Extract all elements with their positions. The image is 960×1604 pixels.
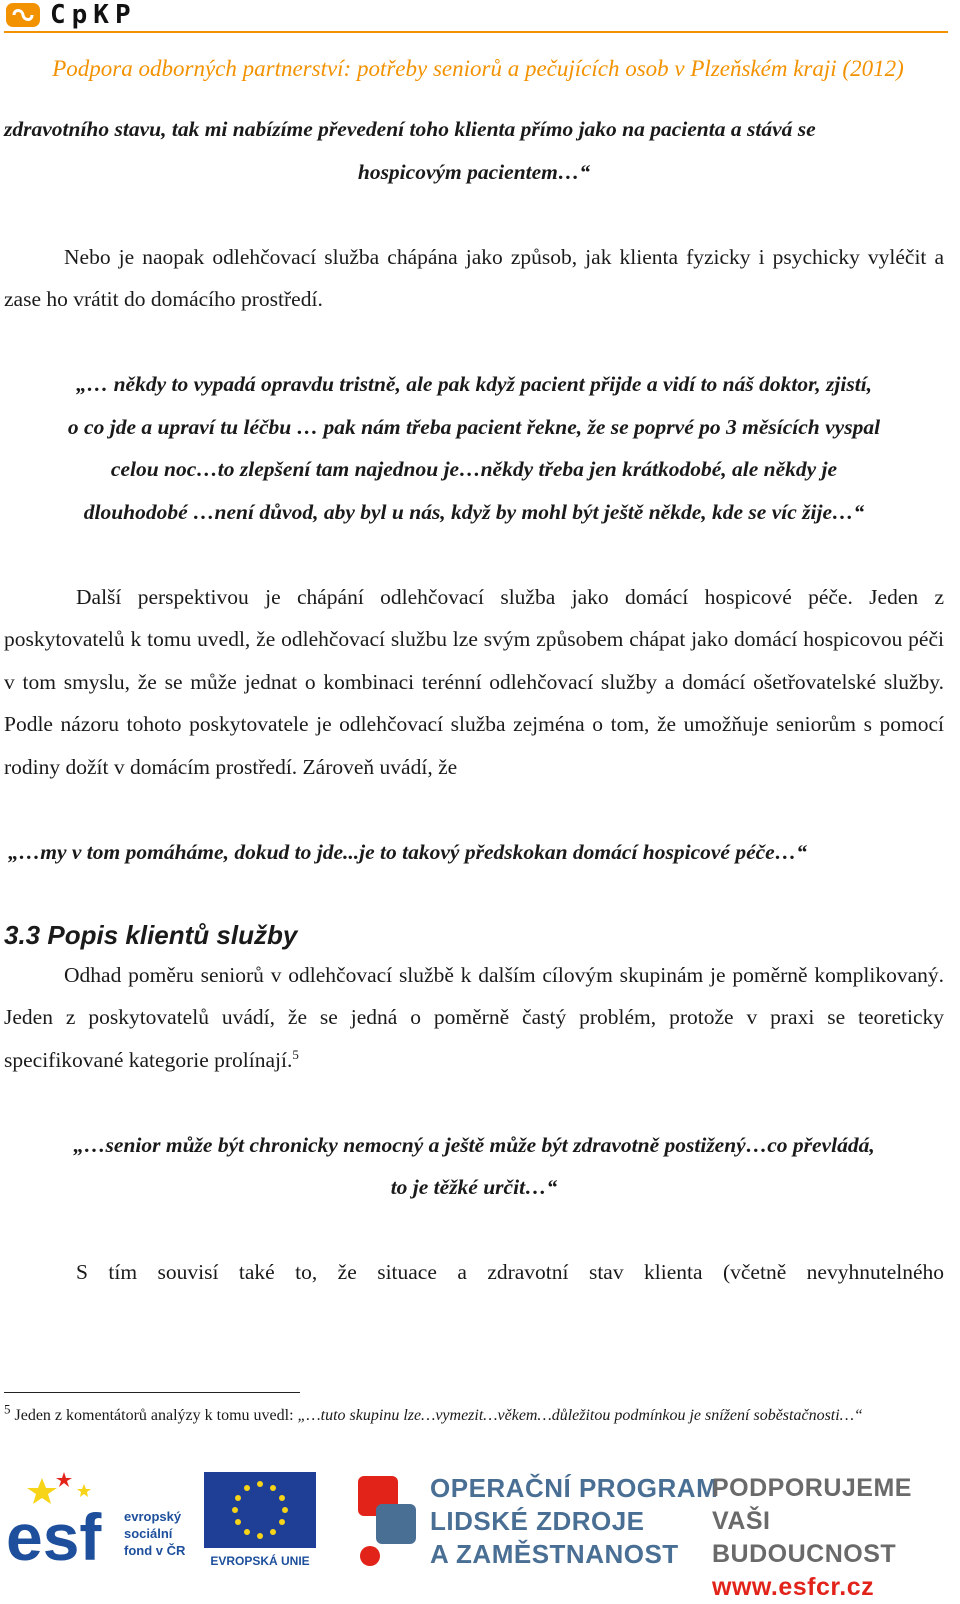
document-title: Podpora odborných partnerství: potřeby seniorů a pečujících osob v Plzeňském kraji (2012) xyxy=(52,56,904,81)
footnote-divider xyxy=(4,1392,300,1393)
page-content xyxy=(4,108,944,1294)
eu-label: EVROPSKÁ UNIE xyxy=(210,1554,310,1568)
esf-line-2: sociální xyxy=(124,1526,173,1541)
esf-logo xyxy=(4,1468,194,1572)
header-divider xyxy=(4,31,948,33)
eu-flag-icon xyxy=(200,1468,320,1552)
esf-line-3: fond v ČR xyxy=(124,1543,186,1558)
esf-line-1: evropský xyxy=(124,1509,182,1524)
eu-logo xyxy=(200,1468,320,1572)
quote-4-line-1: „…senior může být chronicky nemocný a ještě může být zdravotně postižený…co převládá, xyxy=(73,1132,875,1157)
support-url-link[interactable]: www.esfcr.cz xyxy=(712,1573,875,1601)
footnote-number: 5 xyxy=(4,1401,11,1417)
op-logo-icon xyxy=(352,1468,422,1572)
section-heading: 3.3 Popis klientů služby xyxy=(4,919,298,950)
paragraph-1: Nebo je naopak odlehčovací služba chápána jako způsob, jak klienta fyzicky i psychicky vyléčit a zase ho vrátit do domácího prostředí. xyxy=(4,244,944,311)
support-line-1: PODPORUJEME xyxy=(712,1474,912,1502)
quote-2-line-3: celou noc…to zlepšení tam najednou je…někdy třeba jen krátkodobé, ale někdy je xyxy=(110,457,838,481)
cpkp-logo-icon xyxy=(6,3,40,27)
page-header xyxy=(0,0,960,40)
footnote xyxy=(4,1401,944,1428)
quote-1-line-1: zdravotního stavu, tak mi nabízíme převedení toho klienta přímo jako na pacienta a stává se xyxy=(4,117,816,141)
logo-text: CpKP xyxy=(50,0,137,30)
op-line-3: A ZAMĚSTNANOST xyxy=(430,1539,679,1569)
support-text xyxy=(712,1472,960,1604)
quote-2 xyxy=(4,363,944,533)
quote-3: „…my v tom pomáháme, dokud to jde...je to takový předskokan domácí hospicové péče…“ xyxy=(8,839,807,864)
paragraph-4: S tím souvisí také to, že situace a zdravotní stav klienta (včetně nevyhnutelného xyxy=(76,1260,944,1284)
footnote-quote: „…tuto skupinu lze…vymezit…věkem…důležitou podmínkou je snížení soběstačnosti…“ xyxy=(297,1407,863,1424)
footer-logos xyxy=(0,1462,960,1601)
op-line-1: OPERAČNÍ PROGRAM xyxy=(430,1473,719,1503)
op-line-2: LIDSKÉ ZDROJE xyxy=(430,1506,645,1536)
support-line-2: VAŠI BUDOUCNOST xyxy=(712,1507,897,1568)
footnote-lead: Jeden z komentátorů analýzy k tomu uvedl: xyxy=(14,1407,298,1424)
svg-text:esf: esf xyxy=(6,1500,102,1572)
cpkp-logo xyxy=(6,2,137,28)
quote-2-line-4: dlouhodobé …není důvod, aby byl u nás, když by mohl být ještě někde, kde se víc žije…“ xyxy=(83,499,865,524)
footnote-ref[interactable]: 5 xyxy=(292,1046,299,1062)
quote-2-line-2: o co jde a upraví tu léčbu … pak nám třeba pacient řekne, že se poprvé po 3 měsících vyspal xyxy=(67,414,881,439)
paragraph-2: Další perspektivou je chápání odlehčovací služba jako domácí hospicové péče. Jeden z poskytovatelů k tomu uvedl, že odlehčovací službu lze svým způsobem chápat jako domácí hospicovou péči v tom smyslu, že se může jednat o kombinaci terénní odlehčovací služby a domácí ošetřovatelské služby. Podle názoru tohoto poskytovatele je odlehčovací služba zejména o tom, že umožňuje seniorům s pomocí rodiny dožít v domácím prostředí. Zároveň uvádí, že xyxy=(4,584,944,779)
quote-1-line-2: hospicovým pacientem…“ xyxy=(357,159,591,184)
paragraph-3-text: Odhad poměru seniorů v odlehčovací službě k dalším cílovým skupinám je poměrně komplikovaný. Jeden z poskytovatelů uvádí, že se jedná o poměrně častý problém, protože v praxi se teoreticky specifikované kategorie prolínají. xyxy=(4,962,944,1072)
paragraph-3 xyxy=(4,954,944,1082)
op-program-text xyxy=(430,1472,718,1571)
quote-4 xyxy=(4,1124,944,1209)
quote-2-line-1: „… někdy to vypadá opravdu tristně, ale pak když pacient přijde a vidí to náš doktor, zjistí, xyxy=(75,372,873,396)
quote-4-line-2: to je těžké určit…“ xyxy=(390,1175,558,1199)
